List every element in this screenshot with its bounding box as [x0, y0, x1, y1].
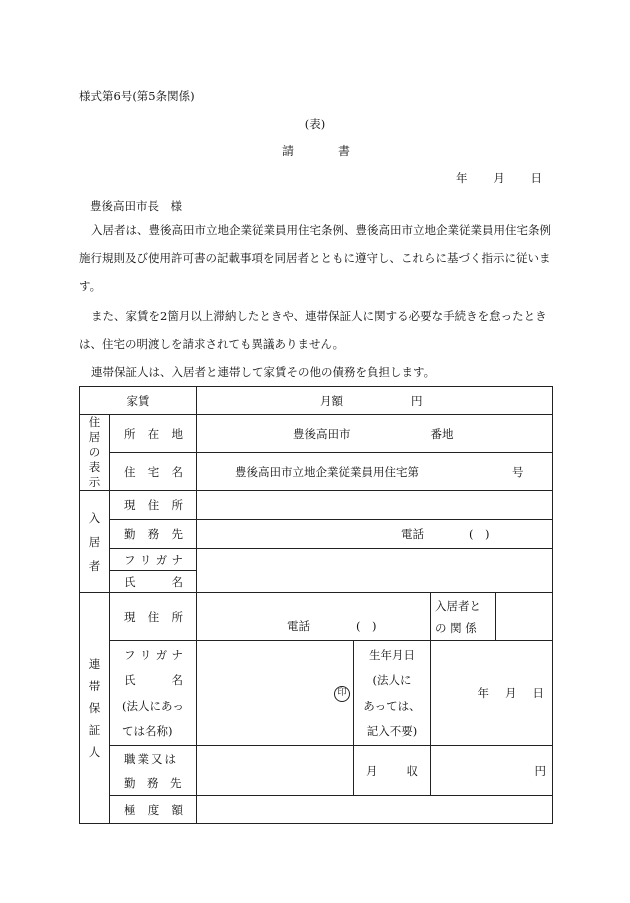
relation-label: 入居者と の 関 係 [431, 593, 496, 641]
paragraph-compliance: 入居者は、豊後高田市立地企業従業員用住宅条例、豊後高田市立地企業従業員用住宅条例施行規則及び使用許可書の記載事項を同居者とともに遵守し、これらに基づく指示に従います。 [79, 223, 551, 293]
guarantor-phone-label: 電話 [287, 619, 310, 633]
guarantor-job-field[interactable] [197, 746, 354, 796]
date-year-label: 年 [456, 171, 468, 185]
tenant-name-label: 氏 名 [110, 571, 197, 593]
birth-year-label: 年 [477, 686, 489, 700]
location-banchi: 番地 [430, 426, 454, 441]
tenant-address-field[interactable] [197, 491, 553, 520]
income-yen-unit: 円 [534, 763, 546, 778]
house-label: 住 宅 名 [110, 453, 197, 491]
side-label: (表) [304, 117, 326, 131]
house-name: 豊後高田市立地企業従業員用住宅第 [235, 464, 419, 479]
income-label: 月 収 [354, 746, 431, 796]
guarantor-address-row [80, 593, 553, 641]
tenant-address-label: 現 住 所 [110, 491, 197, 520]
guarantor-phone-paren: ( ) [356, 619, 377, 633]
house-field[interactable] [197, 453, 553, 491]
tenant-work-field[interactable] [197, 520, 553, 549]
birth-date-label: 生年月日 (法人に あっては、 記入不要) [354, 641, 431, 746]
residence-group-label: 住 居 の 表 示 [80, 415, 110, 491]
guarantor-group-label: 連 帯 保 証 人 [80, 593, 110, 824]
date-line [456, 170, 542, 186]
rent-label: 家賃 [80, 387, 197, 415]
document-title [282, 142, 350, 159]
guarantor-address-field[interactable] [197, 593, 431, 641]
location-label: 所 在 地 [110, 415, 197, 453]
tenant-work-label: 勤 務 先 [110, 520, 197, 549]
paragraph-guarantor: 連帯保証人は、入居者と連帯して家賃その他の債務を負担します。 [91, 365, 436, 379]
rent-monthly-label: 月額 [320, 393, 343, 408]
rent-row [80, 387, 553, 415]
guarantor-address-label: 現 住 所 [110, 593, 197, 641]
date-day-label: 日 [530, 171, 542, 185]
date-month-label: 月 [493, 171, 505, 185]
house-row [80, 453, 553, 491]
tenant-phone-label: 電話 [401, 527, 424, 541]
tenant-phone-paren: ( ) [469, 527, 490, 541]
guarantor-name-label: フ リ ガ ナ 氏 名 (法人にあっ ては名称) [110, 641, 197, 746]
location-field[interactable] [197, 415, 553, 453]
tenant-furigana-label: フ リ ガ ナ [110, 549, 197, 571]
limit-row [80, 796, 553, 824]
form-number: 様式第6号(第5条関係) [79, 89, 195, 103]
tenant-address-row [80, 491, 553, 520]
rent-yen-unit: 円 [411, 393, 423, 408]
house-number-suffix: 号 [512, 464, 524, 479]
birth-date-field[interactable] [431, 641, 553, 746]
income-field[interactable] [431, 746, 553, 796]
rent-amount-cell[interactable] [197, 387, 553, 415]
addressee: 豊後高田市長 様 [90, 199, 182, 213]
guarantor-job-row [80, 746, 553, 796]
pledge-table [79, 386, 553, 824]
guarantor-job-label: 職業又は 勤 務 先 [110, 746, 197, 796]
tenant-furigana-row [80, 549, 553, 571]
limit-label: 極 度 額 [110, 796, 197, 824]
title-char-2: 書 [337, 144, 350, 158]
location-city: 豊後高田市 [293, 426, 351, 441]
limit-field[interactable] [197, 796, 553, 824]
tenant-work-row [80, 520, 553, 549]
birth-month-label: 月 [505, 686, 517, 700]
relation-field[interactable] [496, 593, 553, 641]
guarantor-name-field[interactable] [197, 641, 354, 746]
tenant-name-field[interactable] [197, 549, 553, 593]
tenant-group-label: 入 居 者 [80, 491, 110, 593]
seal-mark: 印 [334, 686, 350, 702]
location-row [80, 415, 553, 453]
title-char-1: 請 [282, 144, 295, 158]
paragraph-eviction: また、家賃を2箇月以上滞納したときや、連帯保証人に関する必要な手続きを怠ったときは、住宅の明渡しを請求されても異議ありません。 [79, 309, 547, 351]
guarantor-name-row [80, 641, 553, 746]
birth-day-label: 日 [532, 686, 544, 700]
